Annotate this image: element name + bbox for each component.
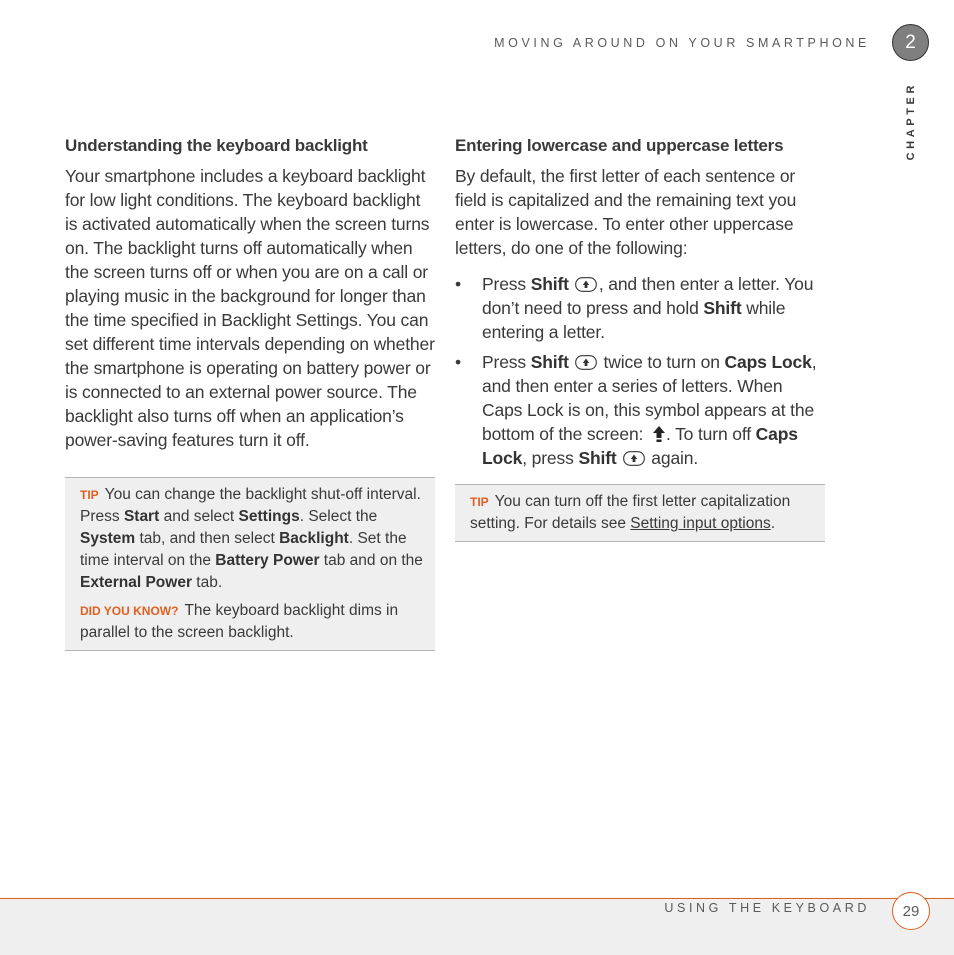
did-you-know-note: DID YOU KNOW? The keyboard backlight dims in parallel to the screen backlight. (80, 602, 399, 641)
chapter-number-badge: 2 (892, 24, 929, 61)
letters-paragraph: By default, the first letter of each sentence or field is capitalized and the remaining text you enter is lowercase. To enter other uppercase letters, do one of the following: (455, 166, 797, 258)
caps-lock-arrow-icon (652, 425, 666, 443)
chapter-label: CHAPTER (905, 82, 917, 161)
right-column (455, 134, 825, 542)
setting-input-options-link[interactable]: Setting input options (630, 515, 771, 532)
shift-key-icon (623, 451, 645, 466)
letters-heading: Entering lowercase and uppercase letters (455, 136, 784, 155)
left-column (65, 134, 435, 651)
letters-bullet-list (455, 272, 825, 470)
page-number-badge: 29 (892, 892, 930, 930)
header-running-title: MOVING AROUND ON YOUR SMARTPHONE (494, 36, 870, 50)
list-item: • Press Shift , and then enter a letter. You don’t need to press and hold Shift while entering a letter. (455, 274, 814, 342)
backlight-heading: Understanding the keyboard backlight (65, 136, 368, 155)
tip-tag: TIP (470, 495, 489, 509)
backlight-tip: TIP You can change the backlight shut-off interval. Press Start and select Settings. Select the System tab, and then select Backlight. Set the time interval on the Battery Power tab and on the External Power tab. (80, 486, 423, 591)
shift-key-icon (575, 355, 597, 370)
shift-key-icon (575, 277, 597, 292)
footer-running-title: USING THE KEYBOARD (664, 901, 870, 915)
capitalization-tip-box (455, 484, 825, 542)
capitalization-tip: TIP You can turn off the first letter capitalization setting. For details see Setting input options. (470, 493, 791, 532)
bullet-mark: • (455, 352, 461, 372)
backlight-tip-box (65, 477, 435, 651)
did-you-know-tag: DID YOU KNOW? (80, 604, 179, 618)
bullet-mark: • (455, 274, 461, 294)
tip-tag: TIP (80, 488, 99, 502)
backlight-paragraph: Your smartphone includes a keyboard backlight for low light conditions. The keyboard backlight is activated automatically when the screen turns on. The backlight turns off automatically when the screen turns off or when you are on a call or playing music in the background for longer than the time specified in Backlight Settings. You can set different time intervals depending on whether the smartphone is operating on battery power or is connected to an external power source. The backlight also turns off when an application’s power-saving features turn it off. (65, 166, 435, 450)
list-item: • Press Shift twice to turn on Caps Lock, and then enter a series of letters. When Caps Lock is on, this symbol appears at the bottom of the screen: . To turn off Caps Lock, press Shift again. (455, 352, 817, 468)
